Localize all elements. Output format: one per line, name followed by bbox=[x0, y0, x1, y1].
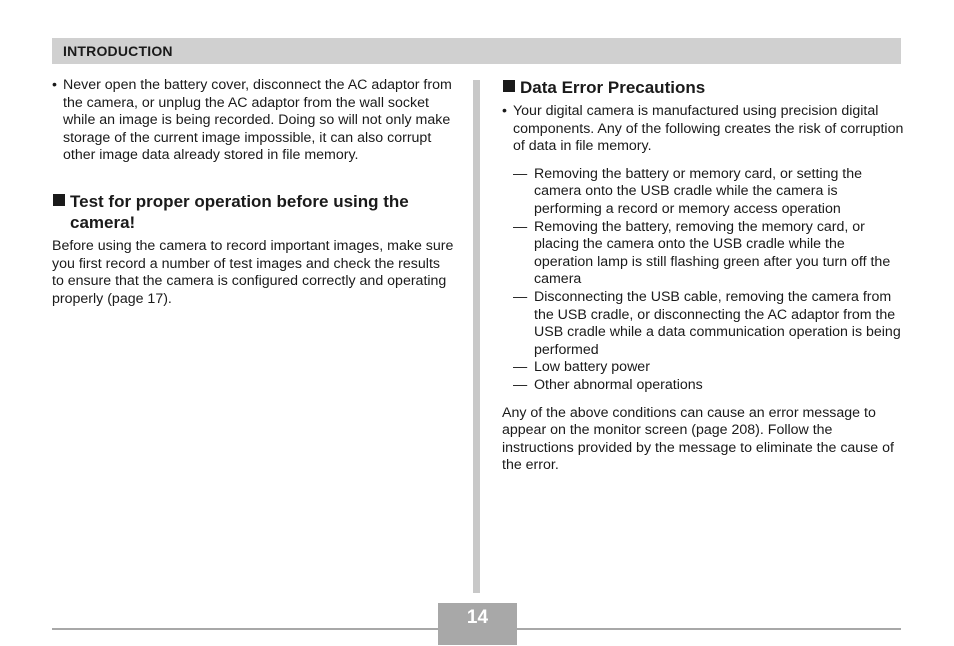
page-number-box bbox=[438, 603, 517, 645]
right-column bbox=[502, 77, 904, 475]
data-error-bullet bbox=[502, 103, 904, 156]
section-header-bar bbox=[52, 38, 901, 64]
list-item bbox=[502, 166, 904, 219]
dash-mark: — bbox=[513, 288, 528, 305]
bullet-mark: • bbox=[502, 103, 507, 119]
list-item-text: Disconnecting the USB cable, removing the camera from the USB cradle, or disconnecting the AC adaptor from the USB cradle while a data communication operation is being performed bbox=[534, 288, 901, 358]
list-item bbox=[502, 289, 904, 359]
data-error-heading-text: Data Error Precautions bbox=[520, 78, 706, 97]
square-bullet-icon bbox=[53, 194, 65, 206]
list-item-text: Removing the battery, removing the memory card, or placing the camera onto the USB cradle while the operation lamp is still flashing green after you turn off the camera bbox=[534, 218, 891, 288]
data-error-heading bbox=[502, 77, 904, 98]
warning-bullet-text: Never open the battery cover, disconnect the AC adaptor from the camera, or unplug the AC adaptor from the wall socket while an image is being recorded. Doing so will not only make storage of the current image impossible, it can also corrupt other image data already stored in file memory. bbox=[63, 77, 452, 164]
warning-bullet bbox=[52, 77, 454, 165]
data-error-bullet-text: Your digital camera is manufactured using precision digital components. Any of the following creates the risk of corruption of data in file memory. bbox=[513, 103, 904, 155]
closing-paragraph: Any of the above conditions can cause an error message to appear on the monitor screen (page 208). Follow the instructions provided by the message to eliminate the cause of the error. bbox=[502, 404, 894, 474]
bullet-mark: • bbox=[52, 77, 57, 93]
dash-mark: — bbox=[513, 165, 528, 182]
square-bullet-icon bbox=[503, 80, 515, 92]
list-item bbox=[502, 377, 904, 395]
test-operation-heading bbox=[52, 191, 454, 233]
dash-mark: — bbox=[513, 376, 528, 393]
risk-list bbox=[502, 166, 904, 395]
dash-mark: — bbox=[513, 218, 528, 235]
test-operation-paragraph: Before using the camera to record important images, make sure you first record a number of test images and check the results to ensure that the camera is configured correctly and operating properly (page 17). bbox=[52, 237, 454, 307]
left-column bbox=[52, 77, 454, 308]
list-item bbox=[502, 219, 904, 289]
test-operation-heading-text: Test for proper operation before using the camera! bbox=[70, 191, 409, 232]
list-item bbox=[502, 359, 904, 377]
section-title: INTRODUCTION bbox=[63, 43, 173, 59]
list-item-text: Other abnormal operations bbox=[534, 376, 703, 393]
dash-mark: — bbox=[513, 359, 528, 376]
column-divider bbox=[473, 80, 480, 593]
list-item-text: Removing the battery or memory card, or setting the camera onto the USB cradle while the camera is performing a record or memory access operation bbox=[534, 165, 863, 217]
page-number: 14 bbox=[466, 607, 489, 628]
list-item-text: Low battery power bbox=[534, 359, 650, 376]
